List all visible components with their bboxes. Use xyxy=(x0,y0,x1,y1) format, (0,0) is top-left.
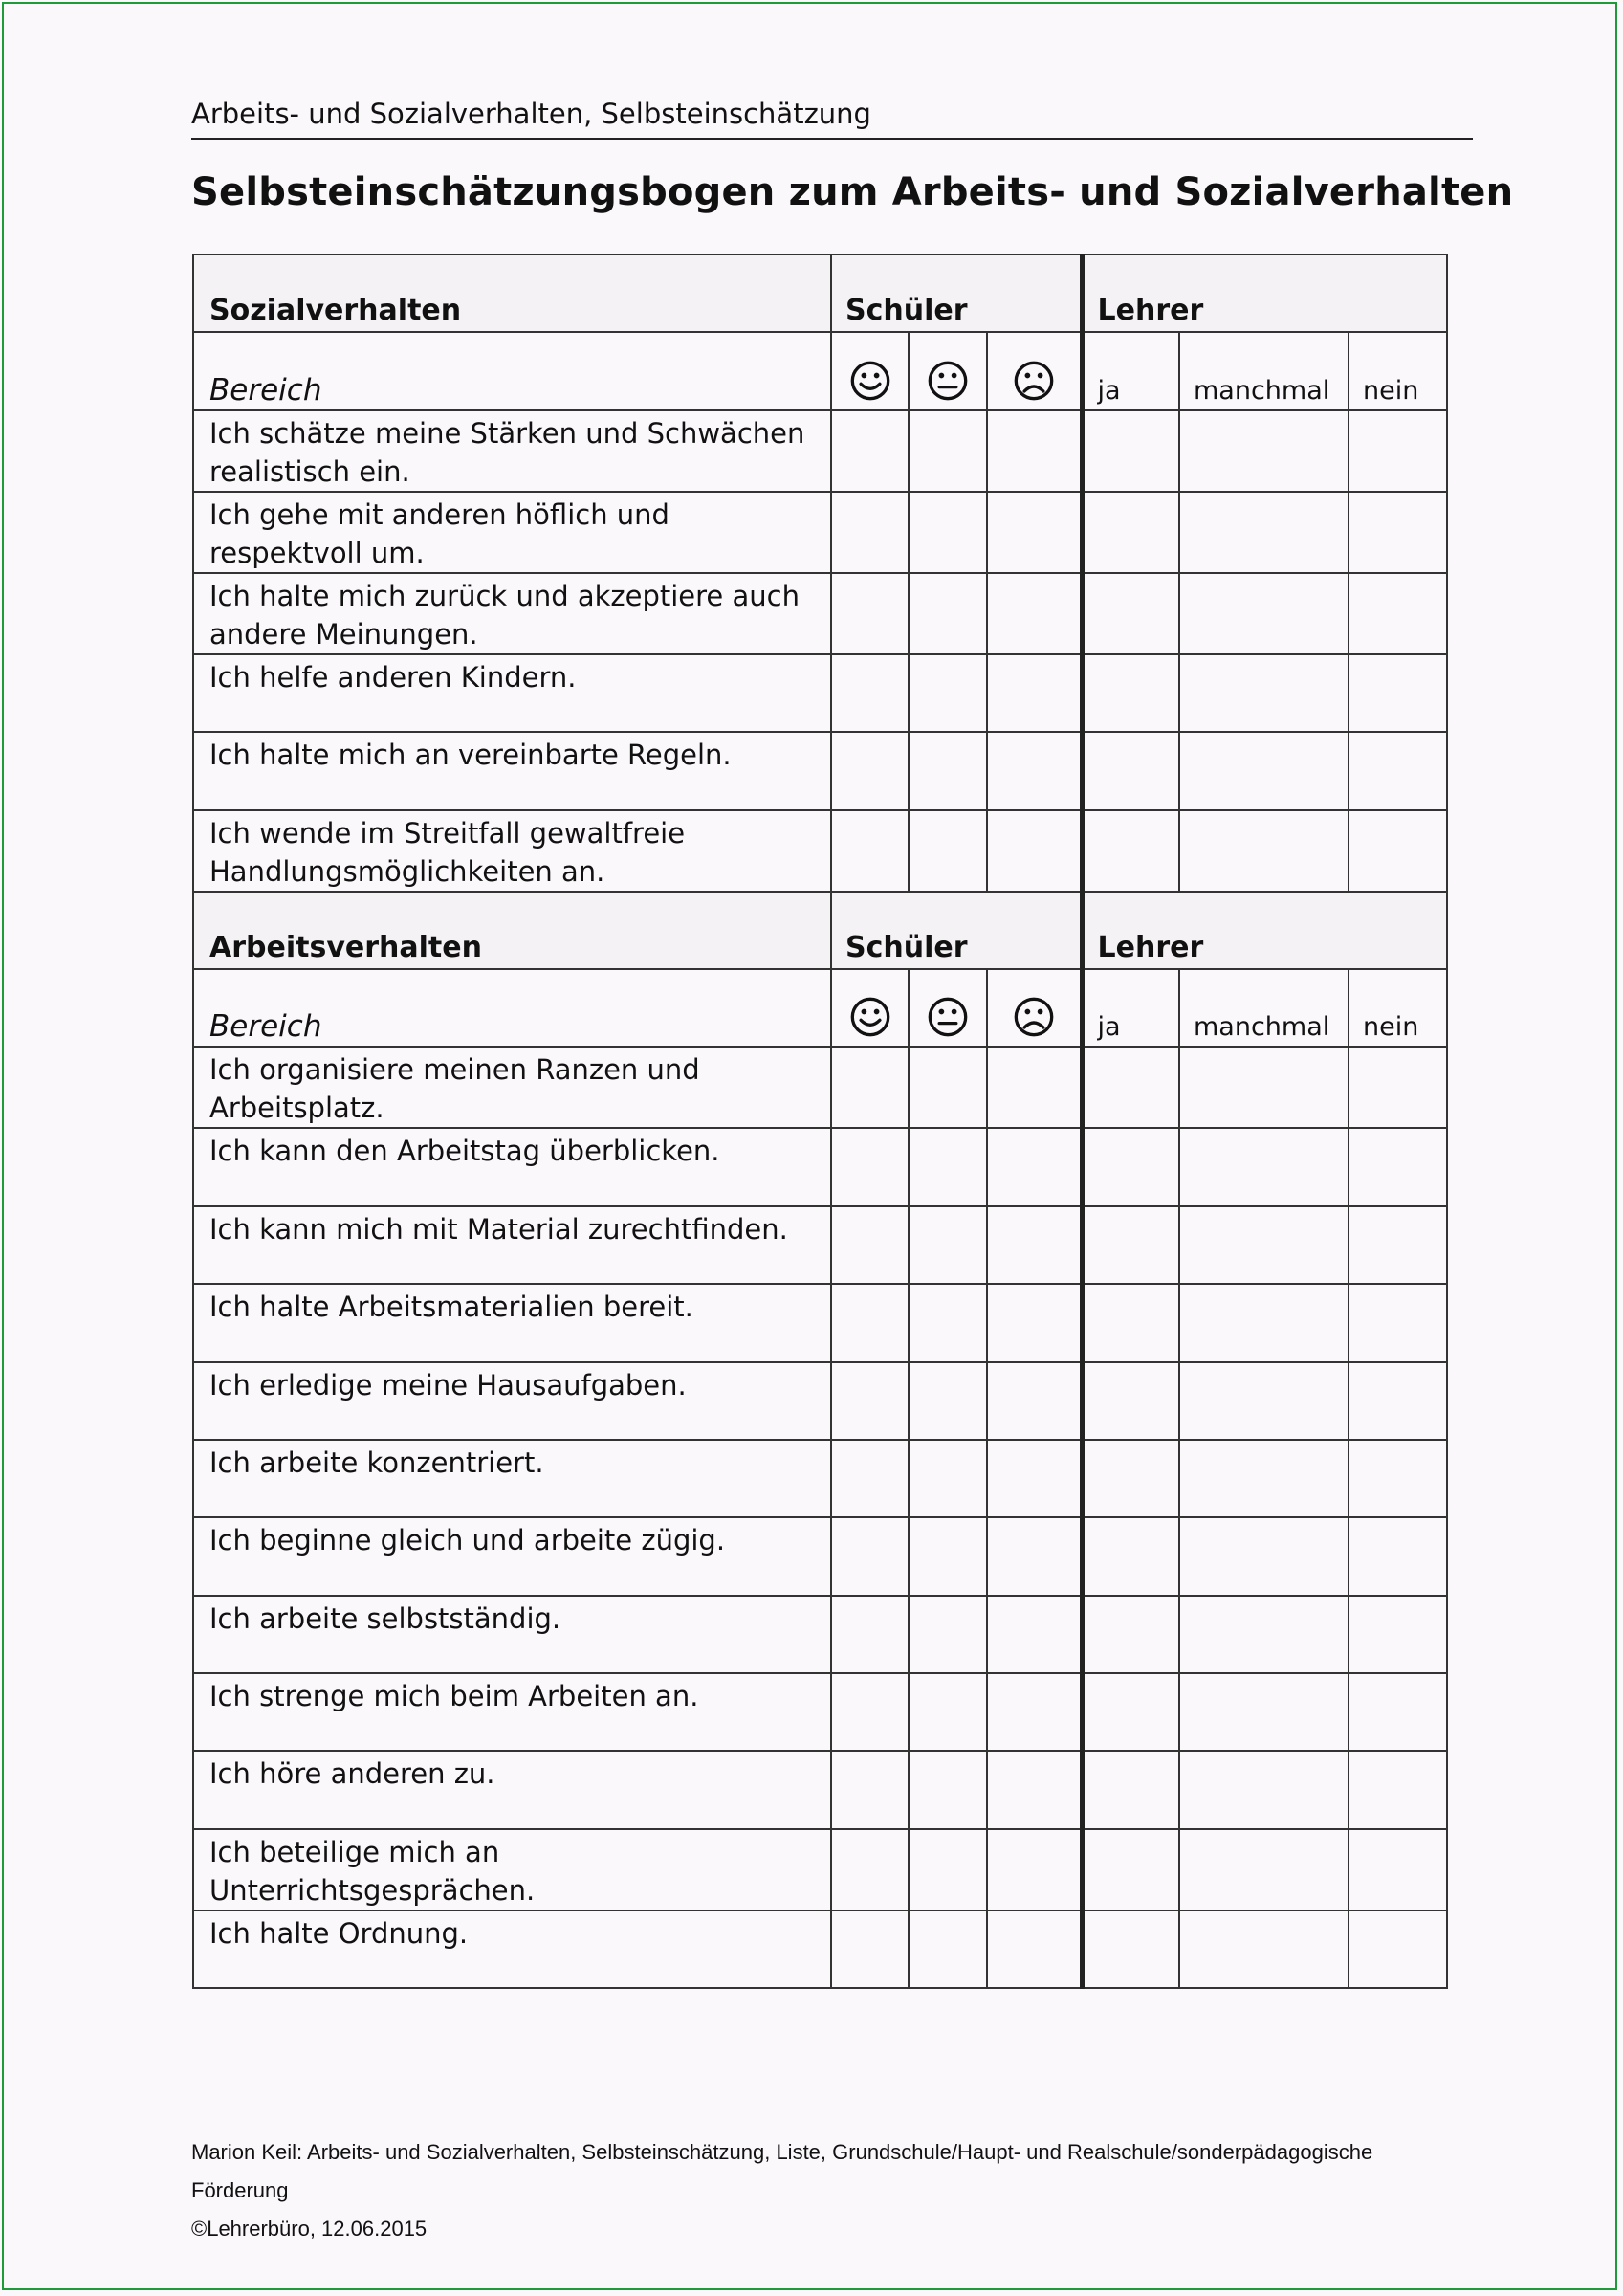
teacher-checkbox-cell[interactable] xyxy=(1349,1206,1447,1284)
student-rating-header xyxy=(831,969,909,1047)
happy-face-icon xyxy=(832,996,908,1046)
table-row xyxy=(193,1829,1447,1910)
student-checkbox-cell[interactable] xyxy=(909,1047,987,1128)
student-checkbox-cell[interactable] xyxy=(831,1751,909,1828)
student-checkbox-cell[interactable] xyxy=(831,732,909,809)
footer-copyright: ©Lehrerbüro, 12.06.2015 xyxy=(191,2217,428,2241)
student-checkbox-cell[interactable] xyxy=(909,1829,987,1910)
teacher-header-cell xyxy=(1082,892,1447,969)
student-checkbox-cell[interactable] xyxy=(831,654,909,732)
teacher-checkbox-cell[interactable] xyxy=(1349,810,1447,892)
section-heading: Sozialverhalten xyxy=(209,294,462,328)
student-checkbox-cell[interactable] xyxy=(987,410,1082,492)
student-checkbox-cell[interactable] xyxy=(909,1910,987,1988)
student-checkbox-cell[interactable] xyxy=(909,1362,987,1440)
teacher-checkbox-cell[interactable] xyxy=(1082,1517,1179,1595)
student-checkbox-cell[interactable] xyxy=(831,410,909,492)
student-header-cell xyxy=(831,254,1082,332)
statement-cell xyxy=(193,1206,831,1284)
section-heading: Arbeitsverhalten xyxy=(209,930,482,964)
statement-cell xyxy=(193,1829,831,1910)
statement-text: Ich halte Arbeitsmaterialien bereit. xyxy=(209,1291,693,1324)
teacher-checkbox-cell[interactable] xyxy=(1082,1206,1179,1284)
teacher-checkbox-cell[interactable] xyxy=(1349,654,1447,732)
neutral-face-icon xyxy=(910,996,986,1046)
student-rating-header xyxy=(909,332,987,409)
column-header-row xyxy=(193,332,1447,409)
student-checkbox-cell[interactable] xyxy=(987,1440,1082,1517)
teacher-checkbox-cell[interactable] xyxy=(1349,732,1447,809)
student-rating-header xyxy=(831,332,909,409)
statement-text: Ich strenge mich beim Arbeiten an. xyxy=(209,1680,699,1713)
teacher-checkbox-cell[interactable] xyxy=(1179,810,1349,892)
teacher-checkbox-cell[interactable] xyxy=(1179,1362,1349,1440)
statement-cell xyxy=(193,573,831,654)
table-row xyxy=(193,732,1447,809)
statement-cell xyxy=(193,1517,831,1595)
teacher-checkbox-cell[interactable] xyxy=(1179,732,1349,809)
teacher-option-header xyxy=(1082,332,1179,409)
statement-cell xyxy=(193,1284,831,1361)
student-checkbox-cell[interactable] xyxy=(831,492,909,573)
student-checkbox-cell[interactable] xyxy=(987,573,1082,654)
statement-text: Ich halte mich an vereinbarte Regeln. xyxy=(209,739,732,772)
area-label-cell xyxy=(193,969,831,1047)
statement-text: Ich organisiere meinen Ranzen und Arbeitsplatz. xyxy=(209,1053,700,1125)
teacher-checkbox-cell[interactable] xyxy=(1349,1751,1447,1828)
statement-cell xyxy=(193,1673,831,1751)
table-row xyxy=(193,1440,1447,1517)
teacher-checkbox-cell[interactable] xyxy=(1179,654,1349,732)
student-checkbox-cell[interactable] xyxy=(909,1673,987,1751)
student-checkbox-cell[interactable] xyxy=(831,1517,909,1595)
student-checkbox-cell[interactable] xyxy=(831,1596,909,1673)
teacher-checkbox-cell[interactable] xyxy=(1082,1751,1179,1828)
statement-text: Ich kann mich mit Material zurechtfinden. xyxy=(209,1212,788,1246)
footer xyxy=(191,2133,1454,2248)
student-checkbox-cell[interactable] xyxy=(909,1751,987,1828)
table-row xyxy=(193,1362,1447,1440)
area-label: Bereich xyxy=(209,1009,322,1045)
happy-face-icon xyxy=(832,360,908,409)
footer-citation: Marion Keil: Arbeits- und Sozialverhalten, Selbsteinschätzung, Liste, Grundschule/Haupt- und Realschule/sonderpädagogische Förderung xyxy=(191,2140,1373,2202)
teacher-header-cell xyxy=(1082,254,1447,332)
table-row xyxy=(193,573,1447,654)
statement-text: Ich kann den Arbeitstag überblicken. xyxy=(209,1135,720,1168)
student-checkbox-cell[interactable] xyxy=(909,1206,987,1284)
table-row xyxy=(193,1128,1447,1205)
teacher-option-label: ja xyxy=(1097,1012,1121,1043)
statement-cell xyxy=(193,654,831,732)
statement-cell xyxy=(193,1440,831,1517)
student-checkbox-cell[interactable] xyxy=(987,1047,1082,1128)
teacher-option-label: ja xyxy=(1097,375,1121,406)
student-checkbox-cell[interactable] xyxy=(831,1829,909,1910)
teacher-checkbox-cell[interactable] xyxy=(1349,1517,1447,1595)
student-checkbox-cell[interactable] xyxy=(909,1440,987,1517)
statement-text: Ich arbeite konzentriert. xyxy=(209,1446,544,1479)
student-checkbox-cell[interactable] xyxy=(831,1284,909,1361)
student-checkbox-cell[interactable] xyxy=(909,810,987,892)
student-checkbox-cell[interactable] xyxy=(831,1673,909,1751)
teacher-checkbox-cell[interactable] xyxy=(1349,492,1447,573)
student-checkbox-cell[interactable] xyxy=(909,1128,987,1205)
statement-cell xyxy=(193,1751,831,1828)
student-checkbox-cell[interactable] xyxy=(831,1206,909,1284)
teacher-checkbox-cell[interactable] xyxy=(1179,1910,1349,1988)
table-row xyxy=(193,410,1447,492)
teacher-checkbox-cell[interactable] xyxy=(1349,1829,1447,1910)
student-checkbox-cell[interactable] xyxy=(909,492,987,573)
student-checkbox-cell[interactable] xyxy=(909,1596,987,1673)
statement-text: Ich halte mich zurück und akzeptiere auch andere Meinungen. xyxy=(209,579,800,651)
statement-text: Ich arbeite selbstständig. xyxy=(209,1601,561,1635)
statement-cell xyxy=(193,732,831,809)
statement-cell xyxy=(193,1047,831,1128)
teacher-checkbox-cell[interactable] xyxy=(1179,1673,1349,1751)
teacher-checkbox-cell[interactable] xyxy=(1349,1284,1447,1361)
statement-text: Ich erledige meine Hausaufgaben. xyxy=(209,1368,687,1402)
student-checkbox-cell[interactable] xyxy=(831,1440,909,1517)
teacher-checkbox-cell[interactable] xyxy=(1349,410,1447,492)
teacher-option-label: nein xyxy=(1363,1012,1419,1043)
student-checkbox-cell[interactable] xyxy=(831,573,909,654)
section-header-row xyxy=(193,892,1447,969)
student-checkbox-cell[interactable] xyxy=(831,810,909,892)
teacher-checkbox-cell[interactable] xyxy=(1349,1596,1447,1673)
student-checkbox-cell[interactable] xyxy=(987,810,1082,892)
teacher-checkbox-cell[interactable] xyxy=(1082,810,1179,892)
teacher-option-label: manchmal xyxy=(1194,375,1330,406)
student-checkbox-cell[interactable] xyxy=(987,1517,1082,1595)
table-row xyxy=(193,1284,1447,1361)
statement-text: Ich beteilige mich an Unterrichtsgesprächen. xyxy=(209,1835,536,1907)
student-checkbox-cell[interactable] xyxy=(909,654,987,732)
sad-face-icon xyxy=(988,996,1080,1046)
teacher-checkbox-cell[interactable] xyxy=(1349,1362,1447,1440)
teacher-option-header xyxy=(1349,332,1447,409)
table-row xyxy=(193,1517,1447,1595)
statement-cell xyxy=(193,1596,831,1673)
student-checkbox-cell[interactable] xyxy=(909,410,987,492)
statement-text: Ich gehe mit anderen höflich und respektvoll um. xyxy=(209,497,669,569)
statement-text: Ich wende im Streitfall gewaltfreie Handlungsmöglichkeiten an. xyxy=(209,816,686,888)
statement-text: Ich helfe anderen Kindern. xyxy=(209,660,577,694)
statement-text: Ich höre anderen zu. xyxy=(209,1757,495,1791)
teacher-checkbox-cell[interactable] xyxy=(1349,1128,1447,1205)
student-checkbox-cell[interactable] xyxy=(987,1751,1082,1828)
teacher-checkbox-cell[interactable] xyxy=(1082,1596,1179,1673)
teacher-checkbox-cell[interactable] xyxy=(1179,1751,1349,1828)
student-checkbox-cell[interactable] xyxy=(987,1596,1082,1673)
table-row xyxy=(193,492,1447,573)
area-label: Bereich xyxy=(209,372,322,408)
table-row xyxy=(193,1910,1447,1988)
table-row xyxy=(193,810,1447,892)
student-checkbox-cell[interactable] xyxy=(987,1362,1082,1440)
self-assessment-table xyxy=(192,254,1448,1989)
teacher-checkbox-cell[interactable] xyxy=(1082,1440,1179,1517)
table-row xyxy=(193,654,1447,732)
student-checkbox-cell[interactable] xyxy=(987,1673,1082,1751)
student-label: Schüler xyxy=(845,930,968,964)
statement-cell xyxy=(193,1362,831,1440)
neutral-face-icon xyxy=(910,360,986,409)
student-checkbox-cell[interactable] xyxy=(987,1284,1082,1361)
table-row xyxy=(193,1047,1447,1128)
area-label-cell xyxy=(193,332,831,409)
teacher-checkbox-cell[interactable] xyxy=(1179,1206,1349,1284)
teacher-checkbox-cell[interactable] xyxy=(1349,573,1447,654)
teacher-checkbox-cell[interactable] xyxy=(1082,1047,1179,1128)
student-checkbox-cell[interactable] xyxy=(987,654,1082,732)
teacher-checkbox-cell[interactable] xyxy=(1082,1910,1179,1988)
teacher-option-header xyxy=(1179,332,1349,409)
teacher-checkbox-cell[interactable] xyxy=(1179,1284,1349,1361)
teacher-checkbox-cell[interactable] xyxy=(1349,1673,1447,1751)
teacher-checkbox-cell[interactable] xyxy=(1082,1284,1179,1361)
teacher-checkbox-cell[interactable] xyxy=(1082,1673,1179,1751)
student-checkbox-cell[interactable] xyxy=(831,1910,909,1988)
student-checkbox-cell[interactable] xyxy=(831,1362,909,1440)
teacher-checkbox-cell[interactable] xyxy=(1179,1829,1349,1910)
student-checkbox-cell[interactable] xyxy=(987,492,1082,573)
student-checkbox-cell[interactable] xyxy=(987,1829,1082,1910)
teacher-option-header xyxy=(1179,969,1349,1047)
statement-cell xyxy=(193,1910,831,1988)
section-header-row xyxy=(193,254,1447,332)
teacher-checkbox-cell[interactable] xyxy=(1082,1128,1179,1205)
table-row xyxy=(193,1673,1447,1751)
student-checkbox-cell[interactable] xyxy=(909,1284,987,1361)
teacher-checkbox-cell[interactable] xyxy=(1349,1910,1447,1988)
teacher-checkbox-cell[interactable] xyxy=(1082,1829,1179,1910)
teacher-checkbox-cell[interactable] xyxy=(1179,1047,1349,1128)
student-label: Schüler xyxy=(845,294,968,328)
student-checkbox-cell[interactable] xyxy=(987,1206,1082,1284)
student-checkbox-cell[interactable] xyxy=(909,1517,987,1595)
student-header-cell xyxy=(831,892,1082,969)
table-row xyxy=(193,1751,1447,1828)
statement-cell xyxy=(193,810,831,892)
teacher-option-header xyxy=(1082,969,1179,1047)
teacher-option-label: manchmal xyxy=(1194,1012,1330,1043)
teacher-checkbox-cell[interactable] xyxy=(1179,1440,1349,1517)
statement-text: Ich schätze meine Stärken und Schwächen realistisch ein. xyxy=(209,416,805,488)
statement-cell xyxy=(193,492,831,573)
document-title: Selbsteinschätzungsbogen zum Arbeits- und Sozialverhalten xyxy=(191,170,1514,214)
statement-cell xyxy=(193,1128,831,1205)
student-rating-header xyxy=(987,332,1082,409)
student-checkbox-cell[interactable] xyxy=(909,732,987,809)
teacher-checkbox-cell[interactable] xyxy=(1082,573,1179,654)
student-checkbox-cell[interactable] xyxy=(987,732,1082,809)
table-row xyxy=(193,1596,1447,1673)
section-heading-cell xyxy=(193,892,831,969)
teacher-checkbox-cell[interactable] xyxy=(1179,1517,1349,1595)
teacher-checkbox-cell[interactable] xyxy=(1082,654,1179,732)
student-rating-header xyxy=(909,969,987,1047)
teacher-option-label: nein xyxy=(1363,375,1419,406)
statement-text: Ich beginne gleich und arbeite zügig. xyxy=(209,1524,726,1557)
teacher-option-header xyxy=(1349,969,1447,1047)
student-checkbox-cell[interactable] xyxy=(987,1128,1082,1205)
header-rule xyxy=(191,138,1473,140)
column-header-row xyxy=(193,969,1447,1047)
running-header: Arbeits- und Sozialverhalten, Selbsteinschätzung xyxy=(191,98,871,130)
teacher-checkbox-cell[interactable] xyxy=(1179,492,1349,573)
teacher-checkbox-cell[interactable] xyxy=(1349,1440,1447,1517)
teacher-checkbox-cell[interactable] xyxy=(1179,1596,1349,1673)
teacher-checkbox-cell[interactable] xyxy=(1082,1362,1179,1440)
student-checkbox-cell[interactable] xyxy=(831,1128,909,1205)
teacher-checkbox-cell[interactable] xyxy=(1349,1047,1447,1128)
section-heading-cell xyxy=(193,254,831,332)
student-checkbox-cell[interactable] xyxy=(831,1047,909,1128)
student-checkbox-cell[interactable] xyxy=(909,573,987,654)
teacher-label: Lehrer xyxy=(1097,930,1204,964)
teacher-checkbox-cell[interactable] xyxy=(1082,410,1179,492)
teacher-checkbox-cell[interactable] xyxy=(1179,1128,1349,1205)
student-rating-header xyxy=(987,969,1082,1047)
statement-text: Ich halte Ordnung. xyxy=(209,1916,469,1950)
teacher-checkbox-cell[interactable] xyxy=(1082,492,1179,573)
student-checkbox-cell[interactable] xyxy=(987,1910,1082,1988)
sad-face-icon xyxy=(988,360,1080,409)
teacher-label: Lehrer xyxy=(1097,294,1204,328)
teacher-checkbox-cell[interactable] xyxy=(1082,732,1179,809)
table-row xyxy=(193,1206,1447,1284)
statement-cell xyxy=(193,410,831,492)
teacher-checkbox-cell[interactable] xyxy=(1179,410,1349,492)
teacher-checkbox-cell[interactable] xyxy=(1179,573,1349,654)
